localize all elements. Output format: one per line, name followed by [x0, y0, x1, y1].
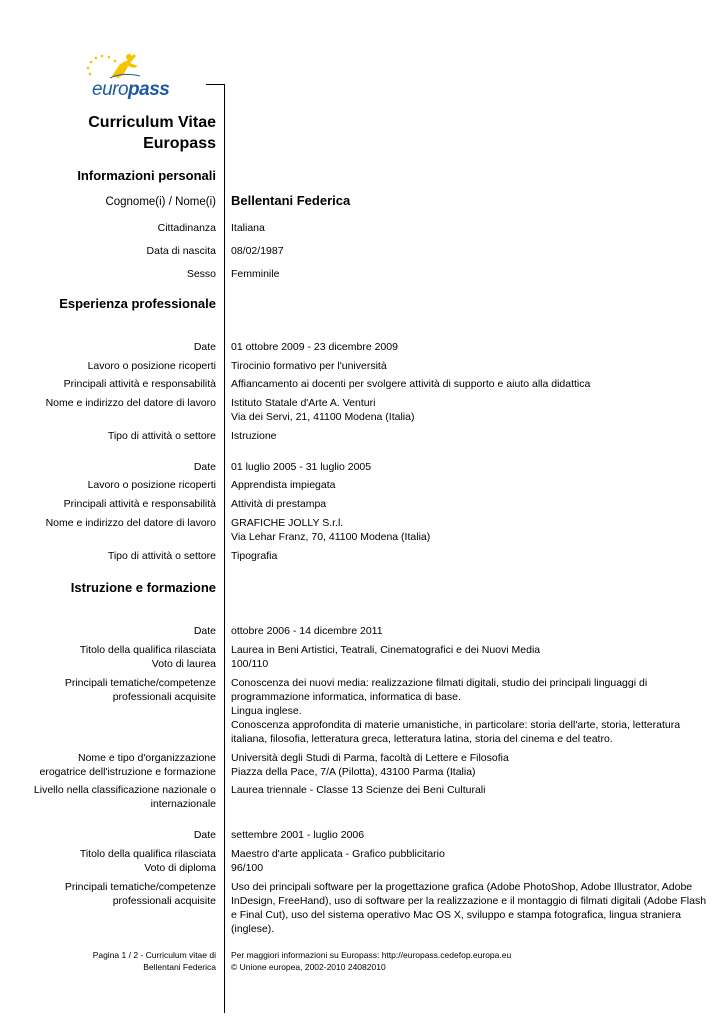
edu-organization-label: Nome e tipo d'organizzazione erogatrice dell'istruzione e formazione — [39, 752, 216, 778]
edu-qualification-label: Titolo della qualifica rilasciata Voto di diploma — [79, 848, 216, 874]
edu-subjects-label: Principali tematiche/competenze professionali acquisite — [64, 677, 216, 703]
citizenship-value: Italiana — [231, 222, 265, 234]
job-activities: Affiancamento ai docenti per svolgere attività di supporto e aiuto alla didattica — [231, 378, 591, 390]
edu-level-label: Livello nella classificazione nazionale o internazionale — [33, 784, 216, 810]
edu-qualification: Maestro d'arte applicata - Grafico pubblicitario 96/100 — [231, 848, 445, 874]
cv-title: Curriculum Vitae Europass — [88, 114, 216, 152]
job-activities-label: Principali attività e responsabilità — [63, 498, 216, 510]
job-date: 01 luglio 2005 - 31 luglio 2005 — [231, 461, 372, 473]
job-sector-label: Tipo di attività o settore — [107, 550, 216, 562]
job-employer: Istituto Statale d'Arte A. Venturi Via dei Servi, 21, 41100 Modena (Italia) — [231, 397, 415, 423]
divider-top — [206, 84, 225, 85]
edu-date-label: Date — [193, 625, 216, 637]
job-role-label: Lavoro o posizione ricoperti — [87, 360, 216, 372]
edu-qualification: Laurea in Beni Artistici, Teatrali, Cinematografici e dei Nuovi Media 100/110 — [231, 644, 541, 670]
job-sector: Istruzione — [231, 430, 277, 442]
section-education: Istruzione e formazione — [70, 580, 216, 595]
edu-organization: Università degli Studi di Parma, facoltà di Lettere e Filosofia Piazza della Pace, 7/A (Pilotta), 43100 Parma (Italia) — [231, 752, 509, 778]
edu-qualification-label: Titolo della qualifica rilasciata Voto di laurea — [79, 644, 216, 670]
job-role-label: Lavoro o posizione ricoperti — [87, 479, 216, 491]
europass-logo — [82, 52, 172, 102]
job-employer-label: Nome e indirizzo del datore di lavoro — [45, 517, 216, 529]
job-date-label: Date — [193, 341, 216, 353]
edu-level: Laurea triennale - Classe 13 Scienze dei Beni Culturali — [231, 784, 486, 796]
job-sector-label: Tipo di attività o settore — [107, 430, 216, 442]
sex-label: Sesso — [186, 268, 216, 280]
edu-subjects-label: Principali tematiche/competenze professionali acquisite — [64, 881, 216, 907]
edu-date-label: Date — [193, 829, 216, 841]
footer-page-info: Pagina 1 / 2 - Curriculum vitae di Bellentani Federica — [92, 950, 216, 972]
citizenship-label: Cittadinanza — [157, 222, 216, 234]
job-activities: Attività di prestampa — [231, 498, 327, 510]
job-role: Tirocinio formativo per l'università — [231, 360, 387, 372]
column-divider — [224, 84, 225, 1013]
job-date: 01 ottobre 2009 - 23 dicembre 2009 — [231, 341, 398, 353]
edu-subjects: Uso dei principali software per la progettazione grafica (Adobe PhotoShop, Adobe Illustrator, Adobe InDesign, FreeHand), uso di software per la realizzazione e il montaggio di filmati digitali (Adobe Flash e Final Cut), uso del sistema operativo Mac OS X, sviluppo e stampa fotografica, lingua straniera (inglese). — [231, 881, 707, 935]
birthdate-label: Data di nascita — [146, 245, 216, 257]
job-employer: GRAFICHE JOLLY S.r.l. Via Lehar Franz, 70, 41100 Modena (Italia) — [231, 517, 431, 543]
edu-date: settembre 2001 - luglio 2006 — [231, 829, 365, 841]
section-experience: Esperienza professionale — [59, 296, 216, 311]
job-employer-label: Nome e indirizzo del datore di lavoro — [45, 397, 216, 409]
europass-logo-text: europass — [92, 79, 170, 100]
footer-europass-info: Per maggiori informazioni su Europass: http://europass.cedefop.europa.eu © Unione europea, 2002-2010 24082010 — [231, 950, 512, 972]
job-activities-label: Principali attività e responsabilità — [63, 378, 216, 390]
job-role: Apprendista impiegata — [231, 479, 336, 491]
name-value: Bellentani Federica — [231, 193, 351, 208]
edu-date: ottobre 2006 - 14 dicembre 2011 — [231, 625, 383, 637]
section-personal-info: Informazioni personali — [77, 168, 216, 183]
edu-subjects: Conoscenza dei nuovi media: realizzazione filmati digitali, studio dei principali linguaggi di programmazione informatica, informatica di base. Lingua inglese. Conoscenza approfondita di materie umanistiche, in particolare: storia dell'arte, storia, letteratura italiana, filosofia, letteratura greca, letteratura latina, storia del cinema e del teatro. — [231, 677, 681, 745]
job-date-label: Date — [193, 461, 216, 473]
name-label: Cognome(i) / Nome(i) — [105, 196, 216, 208]
birthdate-value: 08/02/1987 — [231, 245, 284, 257]
job-sector: Tipografia — [231, 550, 278, 562]
sex-value: Femminile — [231, 268, 280, 280]
